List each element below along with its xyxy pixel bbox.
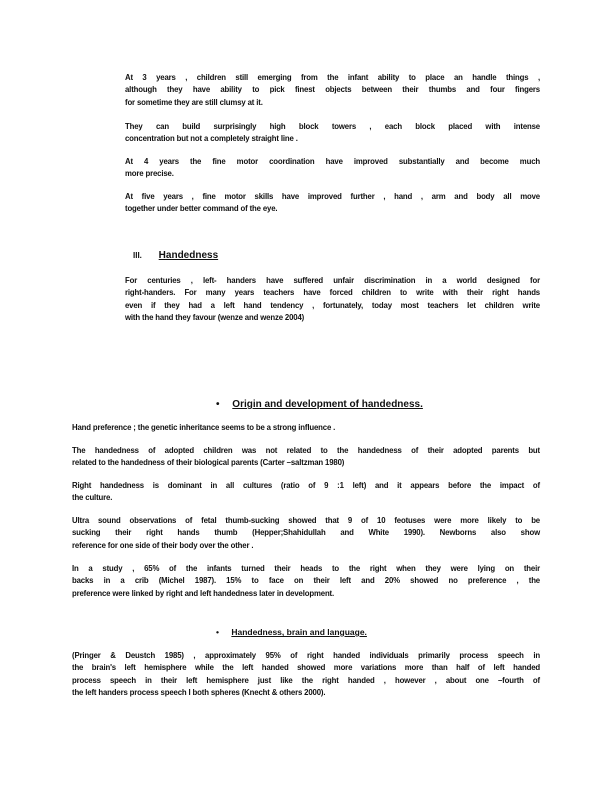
- paragraph-brain: [72, 650, 540, 700]
- paragraph-hand-preference: [72, 422, 540, 434]
- text-line: the left handers process speech I both spheres (Knecht & others 2000).: [72, 688, 326, 698]
- text-line: although they have ability to pick finest objects between their thumbs and four fingers: [125, 85, 540, 95]
- text-line: At five years , fine motor skills have improved further , hand , arm and body all move: [125, 192, 540, 201]
- paragraph-age-5: [125, 191, 540, 216]
- text-line: At 4 years the fine motor coordination have improved substantially and become much: [125, 157, 540, 166]
- text-line: right-handers. For many years teachers have forced children to write with their right hands: [125, 288, 540, 298]
- text-line: They can build surprisingly high block towers , each block placed with intense: [125, 122, 540, 131]
- text-line: preference were linked by right and left handedness later in development.: [72, 588, 335, 598]
- paragraph-adopted: [72, 445, 540, 470]
- text-line: backs in a crib (Michel 1987). 15% to face on their left and 20% showed no preference , the: [72, 576, 540, 586]
- origin-title: Origin and development of handedness.: [232, 399, 423, 410]
- text-line: concentration but not a completely straight line .: [125, 134, 298, 144]
- bullet-icon: •: [216, 399, 220, 410]
- brain-title: Handedness, brain and language.: [231, 627, 367, 637]
- paragraph-study: [72, 563, 540, 600]
- heading-brain: [216, 627, 367, 637]
- section-numeral: III.: [133, 251, 142, 260]
- text-line: Hand preference ; the genetic inheritance seems to be a strong influence .: [72, 423, 336, 432]
- text-line: reference for one side of their body over the other .: [72, 540, 254, 550]
- paragraph-right-dominant: [72, 480, 540, 505]
- text-line: Right handedness is dominant in all cultures (ratio of 9 :1 left) and it appears before the impact of: [72, 481, 540, 490]
- text-line: At 3 years , children still emerging from the infant ability to place an handle things ,: [125, 73, 540, 82]
- text-line: together under better command of the eye.: [125, 204, 278, 214]
- text-line: with the hand they favour (wenze and wenze 2004): [125, 313, 305, 323]
- heading-origin: [216, 399, 423, 410]
- text-line: related to the handedness of their biological parents (Carter –saltzman 1980): [72, 458, 345, 468]
- paragraph-ultrasound: [72, 515, 540, 552]
- bullet-icon: •: [216, 627, 219, 637]
- paragraph-age-3: [125, 72, 540, 109]
- text-line: for sometime they are still clumsy at it.: [125, 97, 263, 107]
- text-line: even if they had a left hand tendency , fortunately, today most teachers let children write: [125, 300, 540, 310]
- text-line: Ultra sound observations of fetal thumb-sucking showed that 9 of 10 feotuses were more likely to be: [72, 516, 540, 525]
- text-line: process speech in their left hemisphere just like the right handed , however , about one –fourth of: [72, 675, 540, 685]
- text-line: In a study , 65% of the infants turned their heads to the right when they were lying on their: [72, 564, 540, 573]
- text-line: (Pringer & Deustch 1985) , approximately 95% of right handed individuals primarily process speech in: [72, 651, 540, 660]
- paragraph-handedness: [125, 275, 540, 325]
- text-line: the culture.: [72, 493, 113, 503]
- text-line: sucking their right hands thumb (Hepper;Shahidullah and White 1990). Newborns also show: [72, 528, 540, 538]
- paragraph-age-4: [125, 156, 540, 181]
- section-heading-handedness: [133, 250, 218, 261]
- text-line: For centuries , left- handers have suffered unfair discrimination in a world designed for: [125, 276, 540, 285]
- section-title: Handedness: [158, 250, 219, 261]
- text-line: more precise.: [125, 169, 174, 179]
- text-line: The handedness of adopted children was not related to the handedness of their adopted parents but: [72, 446, 540, 455]
- paragraph-block-towers: [125, 121, 540, 146]
- text-line: the brain's left hemisphere while the left handed showed more variations more than half of left handed: [72, 663, 540, 673]
